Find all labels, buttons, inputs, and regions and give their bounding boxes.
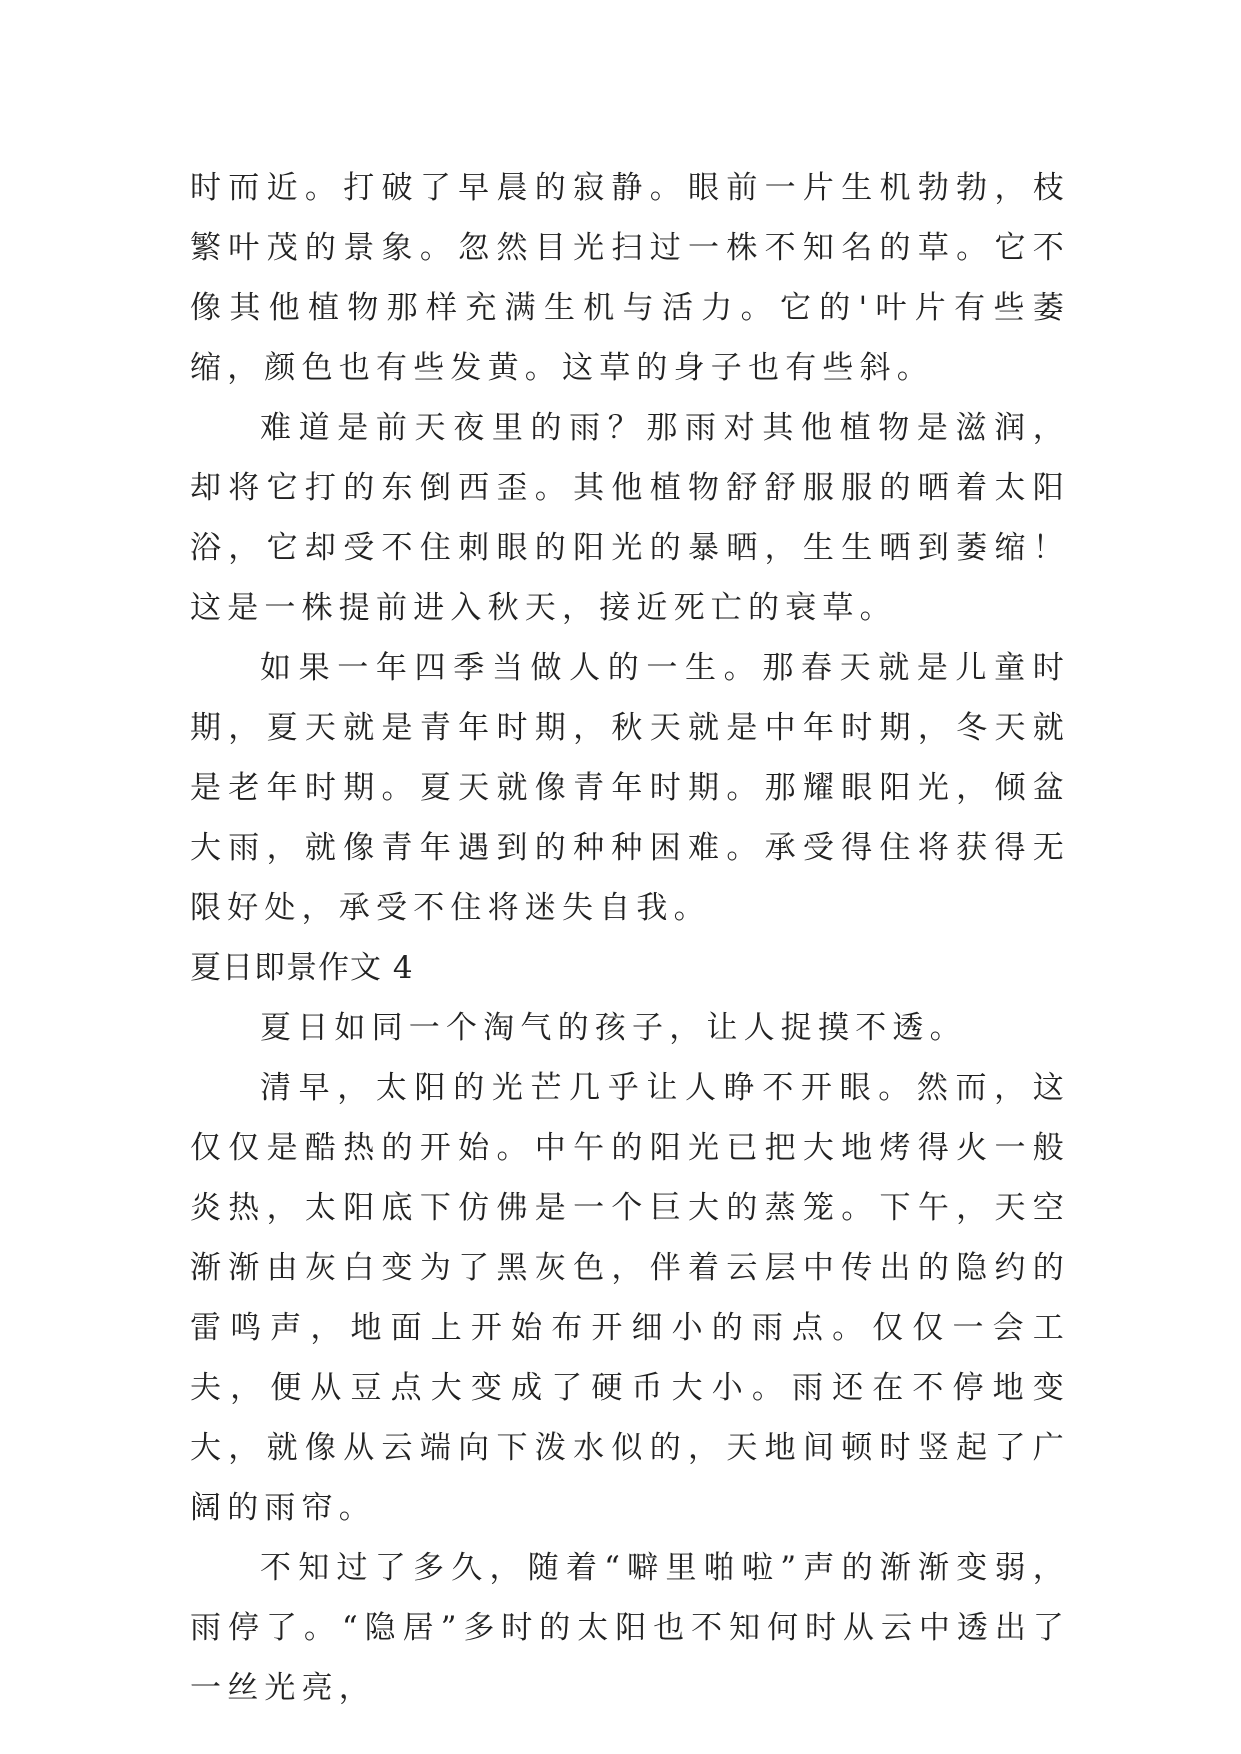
paragraph: 不知过了多久，随着“噼里啪啦”声的渐渐变弱，雨停了。“隐居”多时的太阳也不知何时从云中透出了一丝光亮， <box>190 1550 1070 1706</box>
section-heading: 夏日即景作文 4 <box>190 950 414 986</box>
paragraph: 难道是前天夜里的雨？那雨对其他植物是滋润，却将它打的东倒西歪。其他植物舒舒服服的晒着太阳浴，它却受不住刺眼的阳光的暴晒，生生晒到萎缩！这是一株提前进入秋天，接近死亡的衰草。 <box>190 410 1070 626</box>
paragraph: 如果一年四季当做人的一生。那春天就是儿童时期，夏天就是青年时期，秋天就是中年时期，冬天就是老年时期。夏天就像青年时期。那耀眼阳光，倾盆大雨，就像青年遇到的种种困难。承受得住将获得无限好处，承受不住将迷失自我。 <box>190 650 1070 926</box>
document-page <box>190 158 1070 1718</box>
paragraph: 夏日如同一个淘气的孩子，让人捉摸不透。 <box>260 1010 967 1046</box>
paragraph: 清早，太阳的光芒几乎让人睁不开眼。然而，这仅仅是酷热的开始。中午的阳光已把大地烤得火一般炎热，太阳底下仿佛是一个巨大的蒸笼。下午，天空渐渐由灰白变为了黑灰色，伴着云层中传出的隐约的雷鸣声，地面上开始布开细小的雨点。仅仅一会工夫，便从豆点大变成了硬币大小。雨还在不停地变大，就像从云端向下泼水似的，天地间顿时竖起了广阔的雨帘。 <box>190 1070 1070 1526</box>
paragraph: 时而近。打破了早晨的寂静。眼前一片生机勃勃，枝繁叶茂的景象。忽然目光扫过一株不知名的草。它不像其他植物那样充满生机与活力。它的'叶片有些萎缩，颜色也有些发黄。这草的身子也有些斜。 <box>190 170 1070 386</box>
